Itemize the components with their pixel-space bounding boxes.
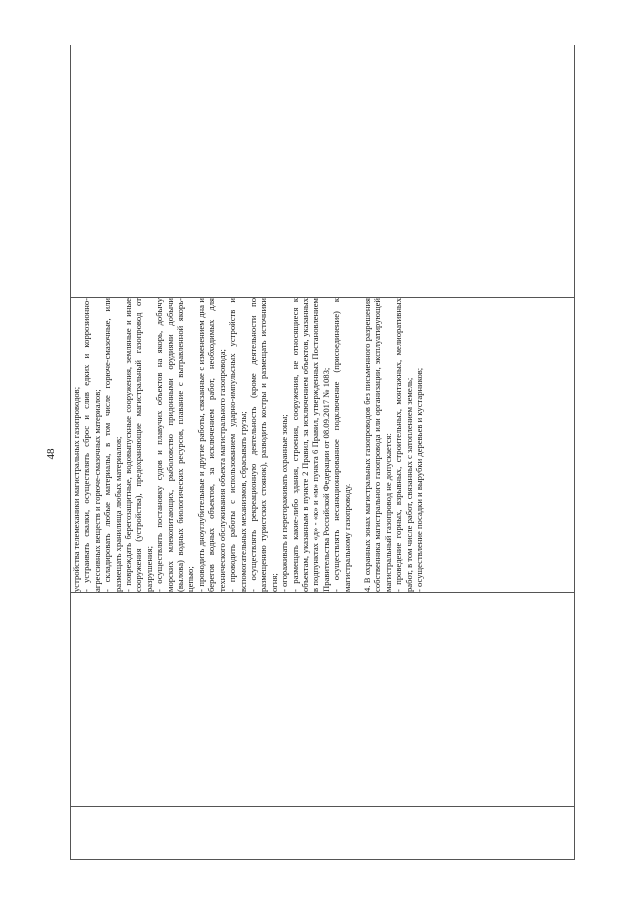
paragraph: 4. В охранных зонах магистральных газопроводов без письменного разрешения собственника магистрального газопровода или организации, эксплуатирующей магистральный газопровод не допускается: [361,298,393,592]
paragraph: - складировать любые материалы, в том числе горюче-смазочные, или размещать хранилища любых материалов; [102,298,123,592]
paragraph: - размещать какие-либо здания, строения, сооружения, не относящиеся к объектам, указанным в пункте 2 Правил, за исключением объектов, указанных в подпунктах «д» - «к» и «м» пункта 6 Правил, утвержденных Постановлением Правительства Российской Федерации от 08.09.2017 № 1083; [289,298,331,592]
paragraph: - проводить дноуглубительные и другие работы, связанные с изменением дна и берегов водных объектов, за исключением работ, необходимых для технического обслуживания объекта магистрального газопровода; [195,298,227,592]
paragraph: - осуществлять несанкционированное подключение (присоединение) к магистральному газопроводу. [331,298,352,592]
table-cell-text [71,298,575,593]
paragraph: - осуществлять постановку судов и плавучих объектов на якорь, добычу морских млекопитающих, рыболовство придонными орудиями добычи (вылова) водных биологических ресурсов, плавание с вытравленной якорь-цепью; [154,298,196,592]
paragraph: - осуществление посадки и вырубки деревьев и кустарников; [414,367,424,592]
paragraph: - устраивать свалки, осуществлять сброс и слив едких и коррозионно-агрессивных веществ и горюче-смазочных материалов; [81,298,102,592]
table-cell-name [71,593,575,807]
table-cell-notes [71,45,575,298]
paragraph: - осуществлять рекреационную деятельность (кроме деятельности по размещению туристских стоянок), разводить костры и размещать источники огня; [247,298,279,592]
page-number: 48 [45,448,57,460]
paragraph: - повреждать берегозащитные, водовыпускные сооружения, земляные и иные сооружения (устройства), предохраняющие магистральный газопровод от разрушения; [123,298,154,592]
paragraph: - проводить работы с использованием ударно-импульсных устройств и вспомогательных механизмов, сбрасывать грузы; [227,298,248,592]
paragraph: устройства телемеханики магистральных газопроводов; [71,386,81,592]
table-cell-number [71,807,575,860]
paragraph: - проведение горных, взрывных, строительных, монтажных, мелиоративных работ, в том числе работ, связанных с затоплением земель; [393,298,414,592]
document-sheet [70,45,575,860]
rotated-content [70,45,575,860]
document-table [70,45,575,860]
paragraph: - огораживать и перегораживать охранные зоны; [279,414,290,592]
